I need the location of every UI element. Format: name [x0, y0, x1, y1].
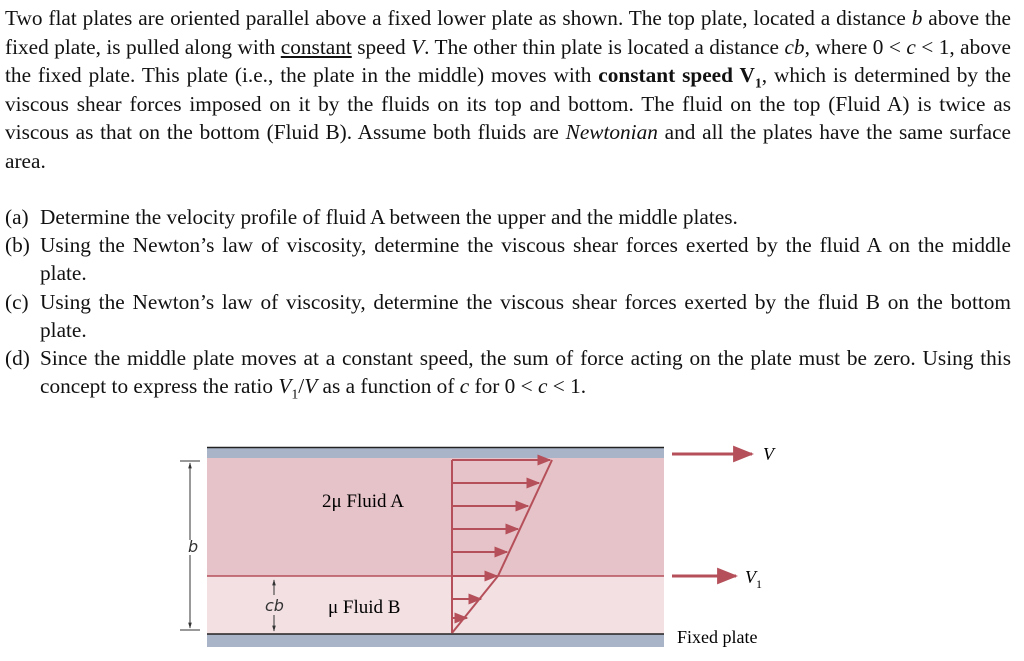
- var-c: c: [537, 374, 548, 399]
- label-V: V: [763, 444, 774, 464]
- label-fixed-plate: Fixed plate: [677, 627, 758, 647]
- fixed-plate: [207, 634, 664, 647]
- part-c: [5, 288, 1011, 344]
- part-text: Determine the velocity profile of fluid A between the upper and the middle plates.: [40, 205, 738, 229]
- var-c: c: [906, 34, 916, 59]
- text: speed: [351, 34, 412, 59]
- bold-constant-speed: [598, 63, 762, 91]
- text: Two flat plates are oriented parallel above a fixed lower plate as shown. The top plate, located a distance: [5, 6, 912, 30]
- var-c: c: [459, 374, 470, 399]
- newtonian-italic: Newtonian: [565, 120, 658, 145]
- part-text: Using the Newton’s law of viscosity, determine the viscous shear forces exerted by the fluid A on the middle plate.: [40, 233, 1011, 286]
- part-a: [5, 203, 1011, 231]
- part-text: [40, 344, 1011, 400]
- problem-statement: [5, 4, 1011, 176]
- text: above the fixed plate, is pulled along with: [5, 6, 1011, 59]
- text: < 1.: [547, 374, 587, 399]
- part-text: Using the Newton’s law of viscosity, determine the viscous shear forces exerted by the fluid B on the bottom plate.: [40, 289, 1011, 342]
- subscript: 1: [291, 386, 299, 402]
- part-label: (a): [5, 205, 29, 229]
- problem-paragraph: [5, 4, 1011, 176]
- top-plate: [207, 447, 664, 458]
- text: for 0 <: [469, 374, 538, 399]
- underlined-constant: constant: [280, 34, 352, 59]
- label-fluid-b: μ Fluid B: [328, 597, 401, 618]
- var-b: b: [911, 6, 923, 30]
- bold-text: constant speed V: [598, 63, 755, 88]
- label-V1: [745, 567, 762, 591]
- var-V: V: [304, 374, 318, 399]
- text: Since the middle plate moves at a constant speed, the sum of force acting on the plate must be zero. Using this concept to express the ratio: [40, 346, 1011, 399]
- text: . The other thin plate is located a distance: [424, 34, 785, 59]
- label-cb: cb: [265, 596, 284, 615]
- slash: /: [298, 374, 305, 399]
- part-label: (b): [5, 233, 30, 258]
- part-label: (c): [5, 289, 29, 314]
- plates-diagram: [0, 430, 1024, 661]
- text: as a function of: [317, 374, 460, 399]
- label-fluid-a: 2μ Fluid A: [322, 491, 404, 512]
- text: < 1, above the fixed plate. This plate (i.e., the plate in the middle) moves with: [5, 34, 1012, 88]
- label-V1-main: V: [745, 567, 756, 587]
- var-V1: V: [278, 374, 292, 399]
- text: , which is determined by the viscous shear forces imposed on it by the fluids on its top and bottom. The fluid on the top (Fluid A) is twice as viscous as that on the bottom (Fluid B). Assume both fluids are: [5, 63, 1012, 145]
- text: and all the plates have the same surface area.: [5, 120, 1012, 173]
- subscript: 1: [754, 75, 762, 91]
- part-d: [5, 344, 1011, 400]
- label-V1-sub: 1: [756, 577, 762, 591]
- text: , where 0 <: [804, 34, 907, 59]
- label-b: b: [188, 537, 199, 556]
- var-cb: cb: [784, 34, 805, 59]
- part-b: [5, 231, 1011, 287]
- question-parts: [5, 203, 1011, 400]
- part-label: (d): [5, 346, 30, 371]
- var-V: V: [411, 34, 425, 59]
- fluid-a-region: [207, 458, 664, 576]
